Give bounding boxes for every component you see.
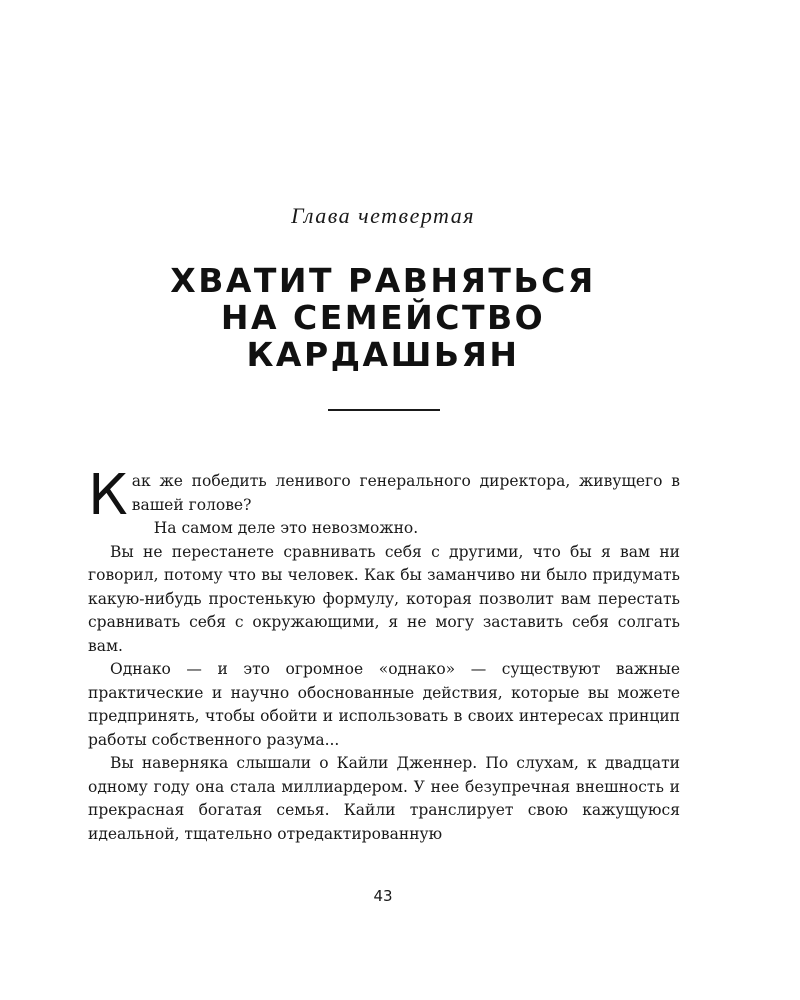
body-text [88, 463, 680, 846]
drop-cap: К [88, 463, 128, 528]
chapter-label: Глава четвертая [291, 203, 475, 228]
paragraph: На самом деле это невозможно. [153, 519, 419, 537]
chapter-title-line: ХВАТИТ РАВНЯТЬСЯ [170, 261, 596, 300]
chapter-title-line: КАРДАШЬЯН [246, 335, 520, 374]
title-divider [328, 409, 440, 411]
paragraph: Однако — и это огромное «однако» — существуют важные практические и научно обоснованные действия, которые вы можете предпринять, чтобы обойти и использовать в своих интересах принцип работы собственного разума... [88, 660, 680, 749]
paragraph-text: ак же победить ленивого генерального директора, живущего в вашей голове? [131, 472, 680, 514]
paragraph: Вы наверняка слышали о Кайли Дженнер. По слухам, к двадцати одному году она стала миллиардером. У нее безупречная внешность и прекрасная богатая семья. Кайли транслирует свою кажущуюся идеальной, тщательно отредактированную [88, 754, 680, 843]
chapter-title [0, 262, 766, 373]
chapter-title-line: НА СЕМЕЙСТВО [220, 298, 546, 337]
page-number: 43 [373, 887, 393, 905]
paragraph: Вы не перестанете сравнивать себя с другими, что бы я вам ни говорил, потому что вы человек. Как бы заманчиво ни было придумать какую-нибудь простенькую формулу, которая позволит вам перестать сравнивать себя с окружающими, я не могу заставить себя солгать вам. [88, 542, 680, 655]
